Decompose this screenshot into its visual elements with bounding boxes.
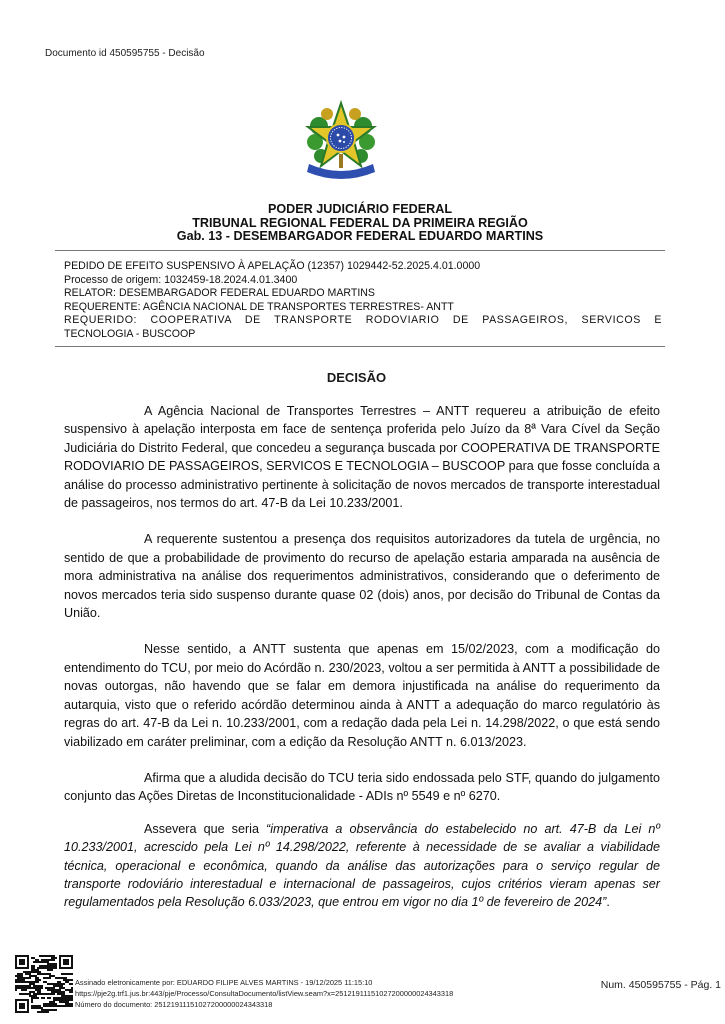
qr-code-icon[interactable] xyxy=(15,955,73,1013)
document-id-label: Documento id 450595755 - Decisão xyxy=(45,48,205,59)
case-info xyxy=(64,260,662,342)
brazil-coat-of-arms-icon xyxy=(303,100,379,180)
document-number: Número do documento: 25121911151027200000024343318 xyxy=(75,1000,273,1009)
signature-footer xyxy=(75,977,453,1010)
header-line-3: Gab. 13 - DESEMBARGADOR FEDERAL EDUARDO MARTINS xyxy=(176,229,544,243)
paragraph-2: A requerente sustentou a presença dos requisitos autorizadores da tutela de urgência, no sentido de que a probabilidade de provimento do recurso de apelação estaria amparada na ausência de mora administrativa na análise dos requerimentos administrativos, considerando que o deferimento de novos mercados teria sido suspenso durante quase 02 (dois) anos, por decisão do Tribunal de Contas da União. xyxy=(64,532,660,621)
paragraph-1: A Agência Nacional de Transportes Terrestres – ANTT requereu a atribuição de efeito suspensivo à apelação interposta em face de sentença proferida pelo Juízo da 8ª Vara Cível da Seção Judiciária do Distrito Federal, que concedeu a segurança buscada por COOPERATIVA DE TRANSPORTE RODOVIARIO DE PASSAGEIROS, SERVICOS E TECNOLOGIA – BUSCOOP para que fosse concluída a análise do processo administrativo pertinente à solicitação de novos mercados de transporte interestadual de passageiros, nos termos do art. 47-B da Lei 10.233/2001. xyxy=(64,404,660,511)
signed-by: Assinado eletronicamente por: EDUARDO FILIPE ALVES MARTINS - 19/12/2025 11:15:10 xyxy=(75,978,373,987)
case-relator: RELATOR: DESEMBARGADOR FEDERAL EDUARDO MARTINS xyxy=(64,287,375,300)
case-requerido-line-2: TECNOLOGIA - BUSCOOP xyxy=(64,327,196,340)
case-processo-origem: Processo de origem: 1032459-18.2024.4.01.3400 xyxy=(64,273,298,286)
decision-title: DECISÃO xyxy=(326,370,387,385)
quote-text: “imperativa a observância do estabelecido no art. 47-B da Lei nº 10.233/2001, acrescido pela Lei nº 14.298/2022, referente à necessidade de se avaliar a viabilidade técnica, operacional e econômica, quando da análise das autorizações para o serviço regular de transporte rodoviário interestadual e internacional de passageiros, cujos critérios vieram apenas ser regulamentados pela Resolução 6.033/2023, que entrou em vigor no dia 1º de fevereiro de 2024” xyxy=(64,821,660,910)
quote-lead: Assevera que seria xyxy=(144,821,267,836)
paragraph-5 xyxy=(64,820,660,912)
page-number: Num. 450595755 - Pág. 1 xyxy=(600,979,721,991)
case-requerente: REQUERENTE: AGÊNCIA NACIONAL DE TRANSPORTES TERRESTRES- ANTT xyxy=(64,300,454,313)
verification-url[interactable]: https://pje2g.trf1.jus.br:443/pje/Processo/ConsultaDocumento/listView.seam?x=25121911151027200000024343318 xyxy=(75,989,454,998)
header-divider xyxy=(55,250,665,251)
case-pedido: PEDIDO DE EFEITO SUSPENSIVO À APELAÇÃO (12357) 1029442-52.2025.4.01.0000 xyxy=(64,260,481,272)
quote-tail: . xyxy=(606,895,610,910)
case-requerido-line-1: REQUERIDO: COOPERATIVA DE TRANSPORTE RODOVIARIO DE PASSAGEIROS, SERVICOS E xyxy=(64,314,662,327)
court-header xyxy=(55,203,665,244)
header-line-1: PODER JUDICIÁRIO FEDERAL xyxy=(267,202,453,216)
decision-body xyxy=(64,402,660,930)
paragraph-3: Nesse sentido, a ANTT sustenta que apenas em 15/02/2023, com a modificação do entendimento do TCU, por meio do Acórdão n. 230/2023, voltou a ser permitida à ANTT a possibilidade de novas outorgas, não havendo que se falar em demora injustificada na análise do requerimento da autarquia, visto que o referido acórdão determinou ainda à ANTT a adequação do marco regulatório às regras do art. 47-B da Lei n. 10.233/2001, com a redação dada pela Lei n. 14.298/2022, o que está sendo viabilizado em caráter preliminar, com a edição da Resolução ANTT n. 6.013/2023. xyxy=(64,642,660,749)
header-line-2: TRIBUNAL REGIONAL FEDERAL DA PRIMEIRA REGIÃO xyxy=(192,215,528,230)
paragraph-4: Afirma que a aludida decisão do TCU teria sido endossada pelo STF, quando do julgamento conjunto das Ações Diretas de Inconstitucionalidade - ADIs nº 5549 e nº 6270. xyxy=(64,770,660,804)
case-info-divider xyxy=(55,346,665,347)
